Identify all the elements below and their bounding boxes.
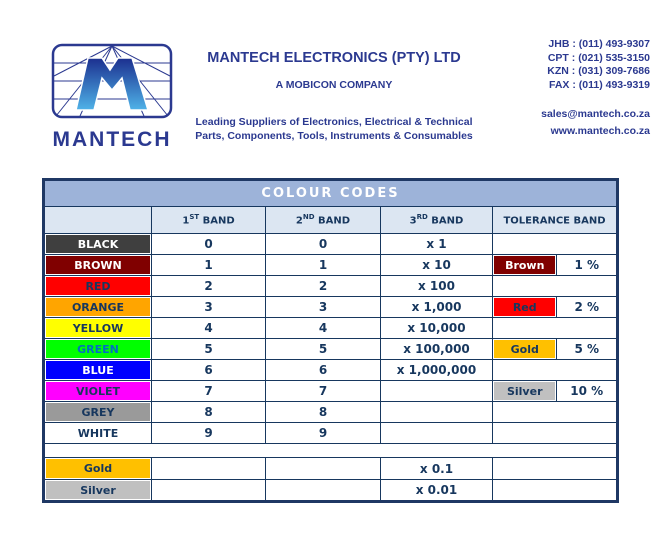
band2-cell: 5 [265, 339, 380, 359]
colour-label-cell [45, 458, 151, 479]
tolerance-cell [492, 255, 616, 275]
band2-cell [265, 480, 380, 500]
colour-label-cell-swatch: RED [46, 277, 150, 295]
multiplier-row [45, 458, 616, 479]
colour-label-cell [45, 255, 151, 275]
tolerance-split [493, 339, 616, 359]
colour-label-cell [45, 480, 151, 500]
mantech-logo-icon [50, 42, 174, 122]
band1-cell [151, 458, 265, 479]
band3-cell: x 10 [380, 255, 492, 275]
tolerance-split [493, 297, 616, 317]
band3-cell: x 100,000 [380, 339, 492, 359]
tolerance-cell [492, 234, 616, 254]
header-colour [45, 207, 151, 233]
colour-label-cell [45, 297, 151, 317]
tolerance-cell [492, 423, 616, 443]
band3-cell: x 0.01 [380, 480, 492, 500]
website-address: www.mantech.co.za [550, 125, 650, 137]
colour-label-cell [45, 339, 151, 359]
colour-label-cell-swatch: Silver [46, 481, 150, 499]
colour-label-cell-swatch: ORANGE [46, 298, 150, 316]
band2-cell [265, 458, 380, 479]
colour-label-cell [45, 402, 151, 422]
colour-label-cell [45, 360, 151, 380]
colour-row [45, 338, 616, 359]
tolerance-colour-cell [493, 297, 556, 317]
tolerance-colour-cell [493, 255, 556, 275]
tolerance-split [493, 381, 616, 401]
contact-cpt: CPT : (021) 535-3150 [547, 51, 650, 64]
tolerance-cell [492, 458, 616, 479]
band3-cell: x 1,000 [380, 297, 492, 317]
email-address: sales@mantech.co.za [541, 108, 650, 120]
header-center [186, 50, 482, 143]
tolerance-cell [492, 480, 616, 500]
tolerance-split [493, 255, 616, 275]
colour-row [45, 401, 616, 422]
band2-cell: 7 [265, 381, 380, 401]
company-tagline [186, 115, 482, 143]
spacer-row [45, 443, 616, 458]
company-name: MANTECH ELECTRONICS (PTY) LTD [207, 50, 461, 66]
table-header-row [45, 206, 616, 233]
header-band3: 3RD BAND [380, 207, 492, 233]
colour-label-cell-swatch: BLUE [46, 361, 150, 379]
band1-cell: 8 [151, 402, 265, 422]
colour-label-cell [45, 381, 151, 401]
band3-cell: x 100 [380, 276, 492, 296]
tolerance-cell [492, 360, 616, 380]
tolerance-cell [492, 297, 616, 317]
tolerance-colour-swatch: Brown [494, 256, 555, 274]
multiplier-rows [45, 458, 616, 500]
band2-cell: 4 [265, 318, 380, 338]
tolerance-cell [492, 339, 616, 359]
colour-label-cell [45, 276, 151, 296]
colour-label-cell-swatch: BROWN [46, 256, 150, 274]
band2-cell: 3 [265, 297, 380, 317]
band3-cell: x 1 [380, 234, 492, 254]
colour-row [45, 317, 616, 338]
mantech-logo [46, 42, 178, 152]
band1-cell: 0 [151, 234, 265, 254]
band2-cell: 6 [265, 360, 380, 380]
band2-cell: 1 [265, 255, 380, 275]
colour-label-cell-swatch: VIOLET [46, 382, 150, 400]
tolerance-colour-swatch: Silver [494, 382, 555, 400]
colour-row [45, 380, 616, 401]
tolerance-percent: 1 % [556, 255, 616, 275]
band3-cell [380, 381, 492, 401]
header-tolerance: TOLERANCE BAND [492, 207, 616, 233]
colour-row [45, 233, 616, 254]
tolerance-cell [492, 318, 616, 338]
logo-wordmark: MANTECH [52, 128, 172, 151]
colour-row [45, 254, 616, 275]
tolerance-percent: 5 % [556, 339, 616, 359]
contact-fax: FAX : (011) 493-9319 [549, 78, 650, 91]
band1-cell: 6 [151, 360, 265, 380]
band1-cell: 2 [151, 276, 265, 296]
band3-cell: x 10,000 [380, 318, 492, 338]
tolerance-colour-swatch: Gold [494, 340, 555, 358]
contact-block [541, 38, 650, 137]
colour-row [45, 422, 616, 443]
colour-row [45, 359, 616, 380]
band1-cell: 5 [151, 339, 265, 359]
band3-cell: x 0.1 [380, 458, 492, 479]
tolerance-cell [492, 381, 616, 401]
band1-cell: 3 [151, 297, 265, 317]
band2-cell: 2 [265, 276, 380, 296]
band3-cell: x 1,000,000 [380, 360, 492, 380]
colour-row [45, 296, 616, 317]
contact-jhb: JHB : (011) 493-9307 [548, 38, 650, 50]
tagline-line-1: Leading Suppliers of Electronics, Electrical & Technical [195, 116, 473, 128]
band3-cell [380, 423, 492, 443]
tolerance-cell [492, 276, 616, 296]
colour-label-cell [45, 423, 151, 443]
band2-cell: 0 [265, 234, 380, 254]
colour-label-cell [45, 318, 151, 338]
colour-label-cell-swatch: BLACK [46, 235, 150, 253]
band1-cell: 1 [151, 255, 265, 275]
band2-cell: 9 [265, 423, 380, 443]
colour-row [45, 275, 616, 296]
tolerance-percent: 2 % [556, 297, 616, 317]
tolerance-percent: 10 % [556, 381, 616, 401]
contact-kzn: KZN : (031) 309-7686 [547, 65, 650, 77]
colour-label-cell-swatch: WHITE [46, 424, 150, 442]
tolerance-colour-cell [493, 381, 556, 401]
header-band2: 2ND BAND [265, 207, 380, 233]
colour-codes-table [42, 178, 619, 503]
company-subtitle: A MOBICON COMPANY [275, 79, 393, 91]
colour-label-cell-swatch: GREY [46, 403, 150, 421]
band2-cell: 8 [265, 402, 380, 422]
header-band1: 1ST BAND [151, 207, 265, 233]
band1-cell: 7 [151, 381, 265, 401]
multiplier-row [45, 479, 616, 500]
tolerance-cell [492, 402, 616, 422]
colour-label-cell [45, 234, 151, 254]
colour-label-cell-swatch: GREEN [46, 340, 150, 358]
band3-cell [380, 402, 492, 422]
tagline-line-2: Parts, Components, Tools, Instruments & Consumables [195, 130, 473, 142]
tolerance-colour-cell [493, 339, 556, 359]
band1-cell [151, 480, 265, 500]
band1-cell: 9 [151, 423, 265, 443]
colour-label-cell-swatch: Gold [46, 459, 150, 478]
colour-label-cell-swatch: YELLOW [46, 319, 150, 337]
band1-cell: 4 [151, 318, 265, 338]
tolerance-colour-swatch: Red [494, 298, 555, 316]
colour-table-body [45, 233, 616, 443]
table-title: COLOUR CODES [45, 181, 616, 206]
